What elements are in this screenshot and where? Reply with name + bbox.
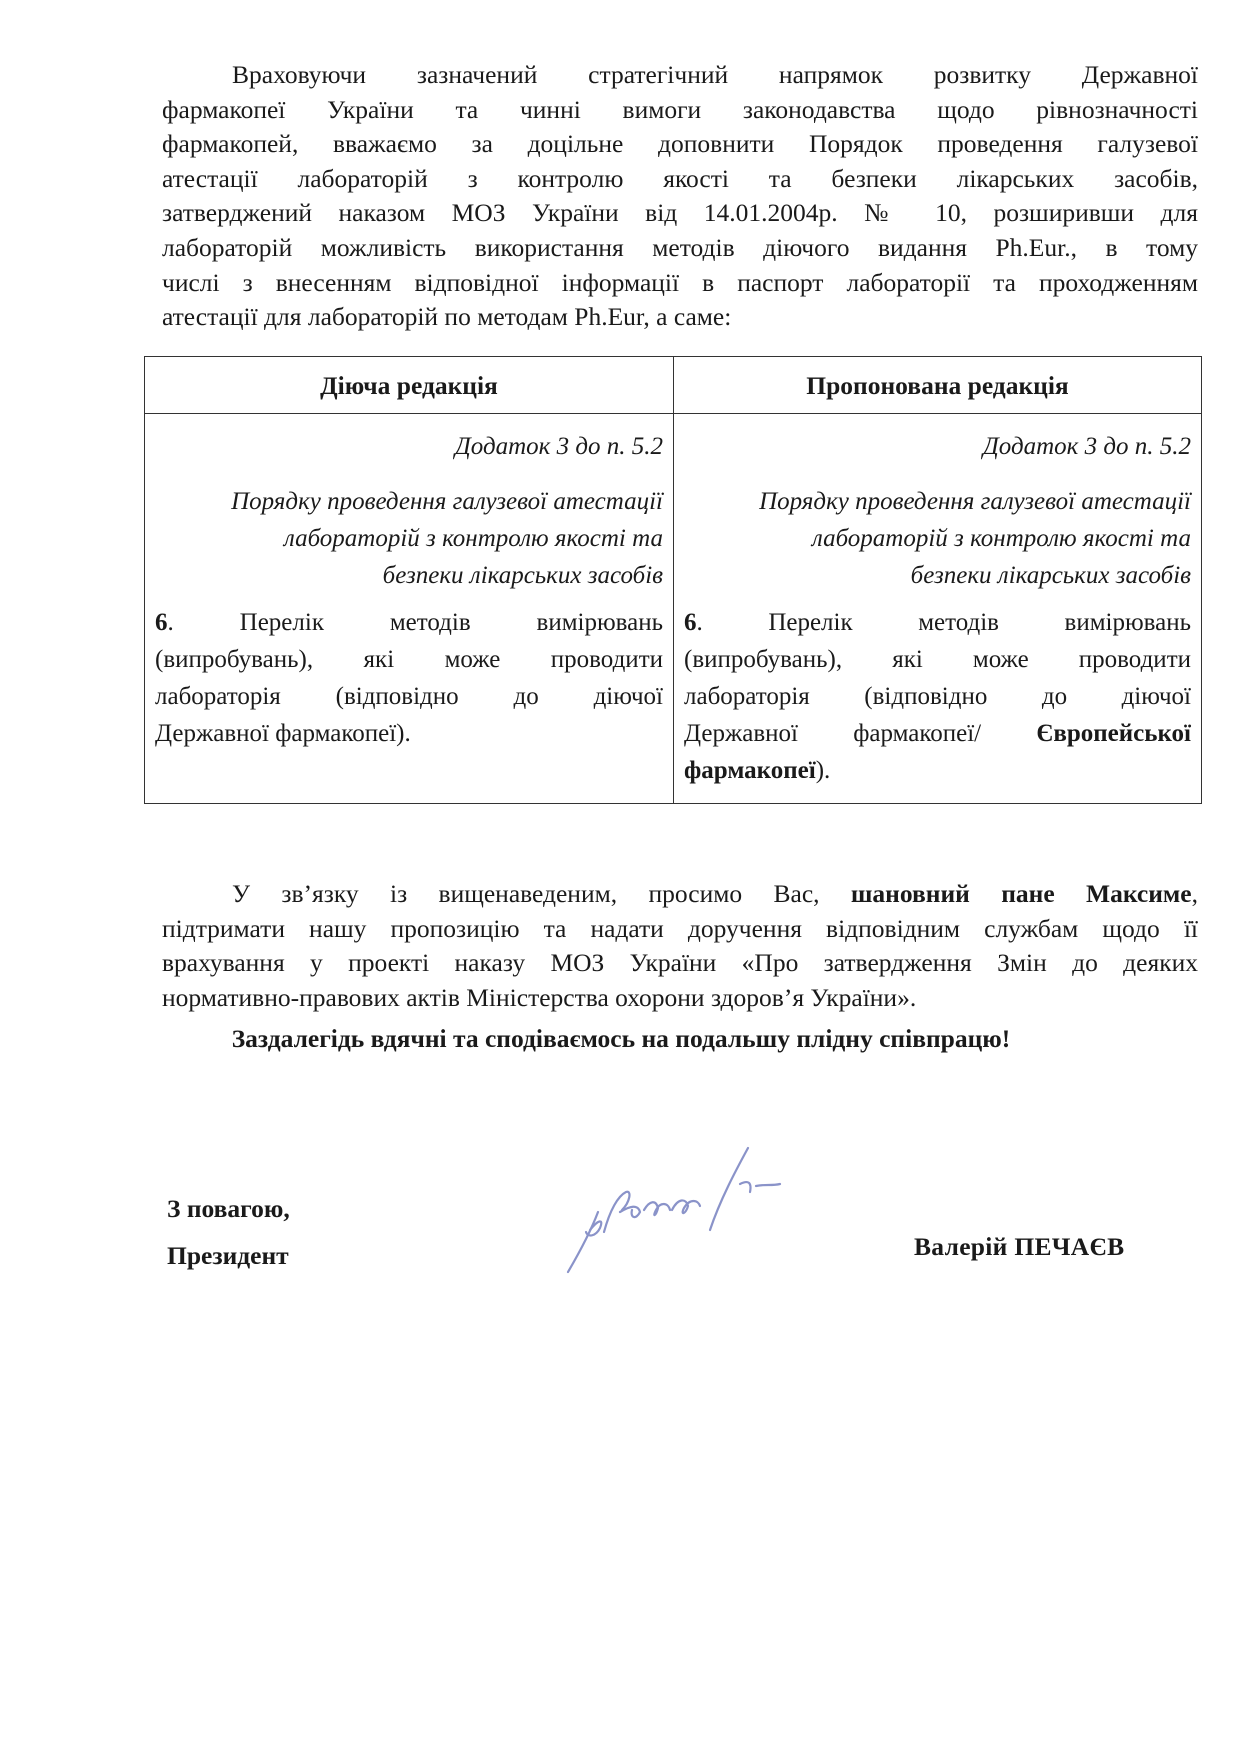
item-line <box>684 715 1191 752</box>
item-line: (випробувань), які може проводити <box>684 646 1191 673</box>
order-title <box>155 483 663 594</box>
table-row <box>145 414 1202 804</box>
table-header-row <box>145 357 1202 414</box>
intro-paragraph <box>162 58 1198 335</box>
intro-line: фармакопеї України та чинні вимоги законодавства щодо рівнозначності <box>162 94 1198 124</box>
order-title-line: безпеки лікарських засобів <box>910 562 1191 589</box>
item-line-text: Державної фармакопеї/ <box>684 720 1037 747</box>
header-current-edition: Діюча редакція <box>145 357 674 414</box>
european-pharmacopoeia-emphasis: фармакопеї <box>684 757 816 784</box>
closing-sentence: Заздалегідь вдячні та сподіваємось на подальшу плідну співпрацю! <box>231 1024 1011 1053</box>
regards-text: З повагою, <box>167 1194 290 1223</box>
intro-line: числі з внесенням відповідної інформації в паспорт лабораторії та проходженням <box>162 267 1198 297</box>
item-6-text <box>155 604 663 752</box>
annex-reference: Додаток 3 до п. 5.2 <box>454 433 663 460</box>
annex-reference: Додаток 3 до п. 5.2 <box>982 433 1191 460</box>
handwritten-signature <box>560 1140 840 1280</box>
intro-line: лабораторій можливість використання методів діючого видання Ph.Eur., в тому <box>162 232 1198 262</box>
item-line-text: . Перелік методів вимірювань <box>696 609 1191 636</box>
order-title-line: лабораторій з контролю якості та <box>811 525 1191 552</box>
item-line-text: . Перелік методів вимірювань <box>167 609 663 636</box>
intro-line: атестації лабораторій з контролю якості та безпеки лікарських засобів, <box>162 163 1198 193</box>
comparison-table <box>144 356 1202 804</box>
intro-line: фармакопей, вважаємо за доцільне доповнити Порядок проведення галузевої <box>162 129 1198 159</box>
signer-name: Валерій ПЕЧАЄВ <box>914 1232 1125 1261</box>
item-line <box>155 604 663 641</box>
order-title-line: Порядку проведення галузевої атестації <box>759 488 1191 515</box>
item-line: лабораторія (відповідно до діючої <box>684 683 1191 710</box>
request-line: нормативно-правових актів Міністерства охорони здоров’я України». <box>162 982 917 1012</box>
item-line: лабораторія (відповідно до діючої <box>155 683 663 710</box>
intro-line: атестації для лабораторій по методам Ph.Eur, а саме: <box>162 302 732 332</box>
intro-line: затверджений наказом МОЗ України від 14.01.2004р. № 10, розширивши для <box>162 198 1198 228</box>
request-line: врахування у проекті наказу МОЗ України «Про затвердження Змін до деяких <box>162 948 1198 978</box>
proposed-edition-cell <box>674 414 1202 804</box>
item-line: (випробувань), які може проводити <box>155 646 663 673</box>
request-paragraph <box>162 877 1198 1015</box>
signer-position: Президент <box>167 1241 289 1270</box>
signature-block <box>167 1185 290 1279</box>
order-title-line: безпеки лікарських засобів <box>382 562 663 589</box>
item-number: 6 <box>684 609 697 636</box>
request-line <box>162 877 1198 912</box>
header-proposed-edition: Пропонована редакція <box>674 357 1202 414</box>
item-line <box>684 604 1191 641</box>
item-6-text <box>684 604 1191 789</box>
addressee-name: шановний пане Максиме <box>850 879 1192 908</box>
request-text: , <box>1191 879 1198 908</box>
item-line: Державної фармакопеї). <box>155 720 411 747</box>
request-text: У зв’язку із вищенаведеним, просимо Вас, <box>232 879 851 908</box>
request-line: підтримати нашу пропозицію та надати доручення відповідним службам щодо її <box>162 913 1198 943</box>
order-title <box>684 483 1191 594</box>
order-title-line: лабораторій з контролю якості та <box>283 525 663 552</box>
european-pharmacopoeia-emphasis: Європейської <box>1036 720 1191 747</box>
order-title-line: Порядку проведення галузевої атестації <box>231 488 663 515</box>
item-number: 6 <box>155 609 168 636</box>
item-line <box>684 752 1191 789</box>
item-line-text: ). <box>815 757 831 784</box>
current-edition-cell <box>145 414 674 804</box>
intro-line: Враховуючи зазначений стратегічний напрямок розвитку Державної <box>232 60 1198 89</box>
